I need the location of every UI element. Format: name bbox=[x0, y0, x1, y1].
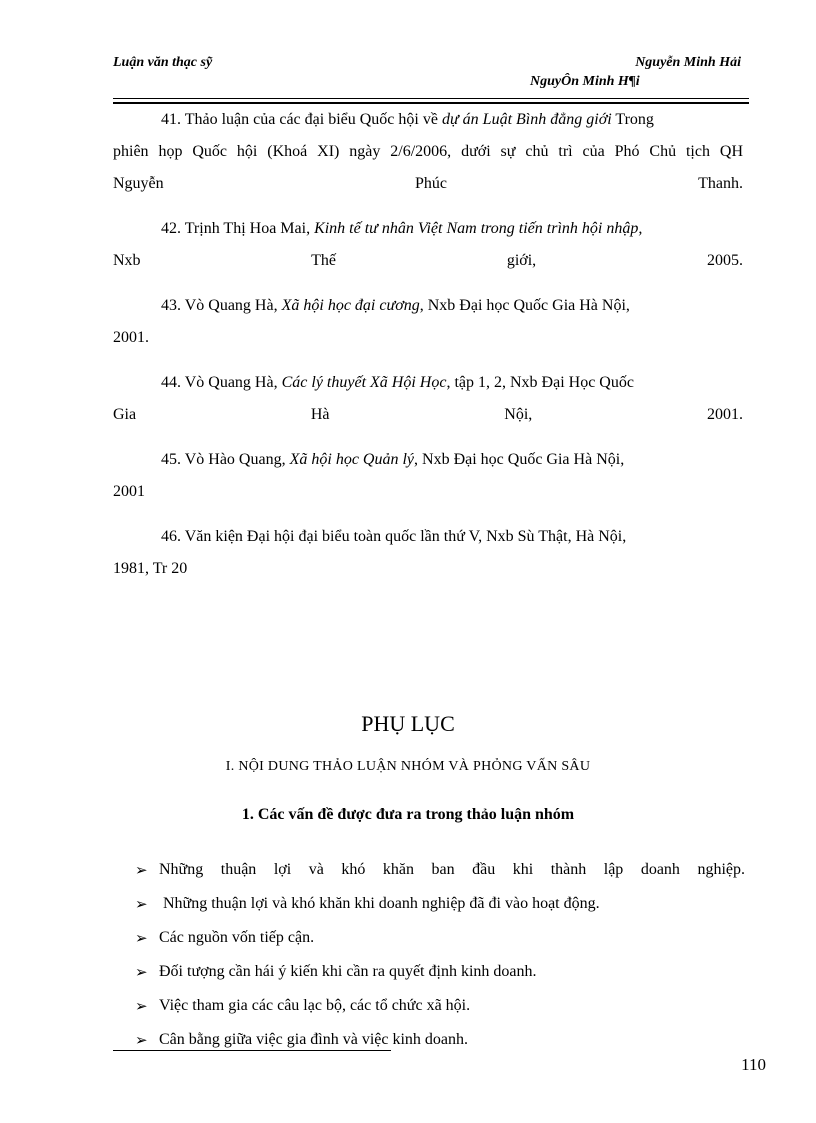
appendix-subtitle: I. NỘI DUNG THẢO LUẬN NHÓM VÀ PHỎNG VẤN SÂU bbox=[225, 759, 591, 774]
reference-45 bbox=[113, 444, 743, 508]
reference-word: Phúc bbox=[415, 175, 448, 192]
reference-line bbox=[113, 367, 743, 399]
list-item-text: Cân bằng giữa việc gia đình và việc kinh doanh. bbox=[159, 1031, 469, 1048]
bullet-list bbox=[135, 853, 745, 1057]
reference-44 bbox=[113, 367, 743, 431]
reference-41 bbox=[113, 104, 743, 200]
header-rule-thin bbox=[113, 98, 749, 99]
reference-word: Thanh. bbox=[698, 175, 743, 192]
reference-title: Các lý thuyết Xã Hội Học bbox=[281, 374, 447, 391]
reference-number: 44. bbox=[161, 374, 181, 391]
arrow-bullet-icon: ➢ bbox=[135, 896, 148, 913]
reference-42 bbox=[113, 213, 743, 277]
reference-number: 42. bbox=[161, 220, 181, 237]
reference-line bbox=[113, 399, 743, 431]
reference-text: Thảo luận của các đại biểu Quốc hội về bbox=[184, 111, 442, 128]
arrow-bullet-icon: ➢ bbox=[135, 1032, 148, 1049]
arrow-bullet-icon: ➢ bbox=[135, 964, 148, 981]
reference-line bbox=[113, 245, 743, 277]
reference-line bbox=[113, 213, 743, 245]
reference-word: 2001. bbox=[707, 406, 744, 423]
reference-text: Vò Quang Hà, bbox=[184, 374, 282, 391]
reference-line: 2001. bbox=[113, 329, 149, 346]
arrow-bullet-icon: ➢ bbox=[135, 862, 148, 879]
reference-word: Hà bbox=[310, 406, 330, 423]
reference-text: , Nxb Đại học Quốc Gia Hà Nội, bbox=[419, 297, 630, 314]
list-item bbox=[135, 955, 745, 989]
reference-text: , Nxb Đại học Quốc Gia Hà Nội, bbox=[414, 451, 625, 468]
list-item bbox=[135, 989, 745, 1023]
reference-number: 46. bbox=[161, 528, 181, 545]
reference-line bbox=[113, 290, 743, 322]
reference-text: Văn kiện Đại hội đại biểu toàn quốc lần thứ V, Nxb Sù Thật, Hà Nội, bbox=[184, 528, 627, 545]
header-author: Nguyễn Minh Hải bbox=[635, 55, 741, 70]
list-item-text: Những thuận lợi và khó khăn khi doanh nghiệp đã đi vào hoạt động. bbox=[159, 895, 600, 912]
footer-rule bbox=[113, 1050, 391, 1051]
list-item bbox=[135, 853, 745, 887]
reference-word: Nxb bbox=[113, 252, 141, 269]
reference-line bbox=[113, 444, 743, 476]
page-number: 110 bbox=[741, 1055, 766, 1074]
reference-text: Vò Quang Hà, bbox=[184, 297, 282, 314]
list-item bbox=[135, 1023, 745, 1057]
reference-title: Xã hội học Quản lý bbox=[289, 451, 415, 468]
reference-46 bbox=[113, 521, 743, 585]
reference-word: Nội, bbox=[504, 406, 533, 423]
reference-word: Nguyễn bbox=[113, 175, 164, 192]
header-left: Luận văn thạc sỹ bbox=[113, 55, 213, 70]
reference-title: dự án Luật Bình đẳng giới bbox=[441, 111, 612, 128]
reference-word: Gia bbox=[113, 406, 137, 423]
arrow-bullet-icon: ➢ bbox=[135, 998, 148, 1015]
reference-word: Thế bbox=[311, 252, 336, 269]
reference-title: Kinh tế tư nhân Việt Nam trong tiến trình hội nhập, bbox=[314, 220, 643, 237]
reference-word: giới, bbox=[506, 252, 537, 269]
reference-text: , tập 1, 2, Nxb Đại Học Quốc bbox=[446, 374, 634, 391]
reference-line bbox=[113, 521, 743, 553]
reference-43 bbox=[113, 290, 743, 354]
appendix-title: PHỤ LỤC bbox=[361, 711, 455, 736]
list-item bbox=[135, 887, 745, 921]
reference-number: 43. bbox=[161, 297, 181, 314]
list-item bbox=[135, 921, 745, 955]
list-item-text: Đối tượng cần hái ý kiến khi cần ra quyết định kinh doanh. bbox=[159, 963, 537, 980]
reference-number: 45. bbox=[161, 451, 181, 468]
arrow-bullet-icon: ➢ bbox=[135, 930, 148, 947]
reference-text: Vò Hào Quang, bbox=[184, 451, 290, 468]
reference-text: Trịnh Thị Hoa Mai, bbox=[184, 220, 315, 237]
list-item-text: Những thuận lợi và khó khăn ban đầu khi thành lập doanh nghiệp. bbox=[159, 861, 745, 878]
reference-line bbox=[113, 104, 743, 136]
reference-line: 2001 bbox=[113, 483, 145, 500]
reference-line: 1981, Tr 20 bbox=[113, 560, 188, 577]
section-heading: 1. Các vấn đề được đưa ra trong thảo luận nhóm bbox=[241, 806, 575, 823]
reference-word: 2005. bbox=[707, 252, 743, 269]
header-author-garbled: NguyÔn Minh H¶i bbox=[530, 74, 640, 89]
reference-title: Xã hội học đại cương bbox=[281, 297, 420, 314]
list-item-text: Việc tham gia các câu lạc bộ, các tổ chức xã hội. bbox=[159, 997, 471, 1014]
reference-line: phiên họp Quốc hội (Khoá XI) ngày 2/6/2006, dưới sự chủ trì của Phó Chủ tịch QH bbox=[113, 143, 743, 160]
list-item-text: Các nguồn vốn tiếp cận. bbox=[159, 929, 315, 946]
reference-line bbox=[113, 168, 743, 200]
reference-number: 41. bbox=[161, 111, 181, 128]
reference-text: Trong bbox=[611, 111, 654, 128]
